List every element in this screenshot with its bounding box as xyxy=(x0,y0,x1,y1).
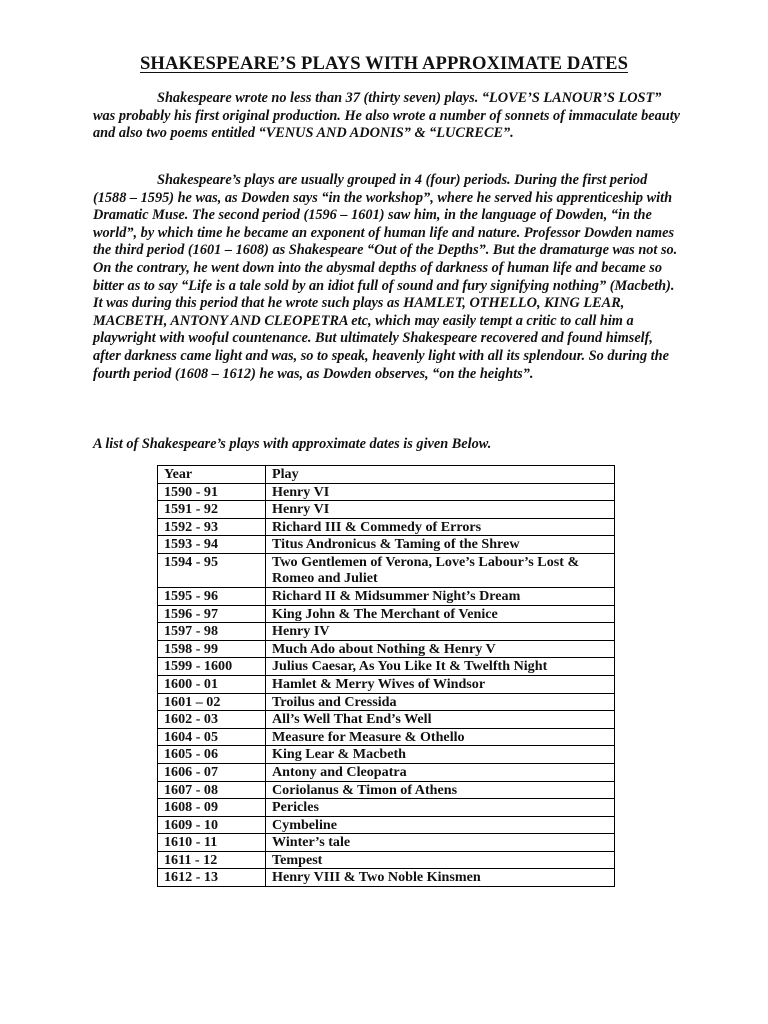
year-cell: 1594 - 95 xyxy=(158,553,266,587)
year-cell: 1601 – 02 xyxy=(158,693,266,711)
play-cell: All’s Well That End’s Well xyxy=(266,711,615,729)
play-cell: Winter’s tale xyxy=(266,834,615,852)
year-cell: 1597 - 98 xyxy=(158,623,266,641)
year-cell: 1593 - 94 xyxy=(158,536,266,554)
year-cell: 1596 - 97 xyxy=(158,605,266,623)
play-cell: Coriolanus & Timon of Athens xyxy=(266,781,615,799)
table-row xyxy=(158,816,615,834)
page-title: SHAKESPEARE’S PLAYS WITH APPROXIMATE DATES xyxy=(139,53,629,74)
play-cell: Henry VI xyxy=(266,483,615,501)
table-row xyxy=(158,781,615,799)
table-row xyxy=(158,799,615,817)
play-cell: Measure for Measure & Othello xyxy=(266,728,615,746)
play-cell: Henry IV xyxy=(266,623,615,641)
year-cell: 1606 - 07 xyxy=(158,763,266,781)
play-cell: Troilus and Cressida xyxy=(266,693,615,711)
play-cell: Tempest xyxy=(266,851,615,869)
periods-paragraph: Shakespeare’s plays are usually grouped in 4 (four) periods. During the first period (1588 – 1595) he was, as Dowden says “in the workshop”, where he served his apprenticeship with Dramatic Muse. The second period (1596 – 1601) saw him, in the language of Dowden, “in the world”, by which time he became an exponent of human life and nature. Professor Dowden names the third period (1601 – 1608) as Shakespeare “Out of the Depths”. But the dramaturge was not so. On the contrary, he went down into the abysmal depths of darkness of human life and became so bitter as to say “Life is a tale sold by an idiot full of sound and fury signifying nothing” (Macbeth). It was during this period that he wrote such plays as HAMLET, OTHELLO, KING LEAR, MACBETH, ANTONY AND CLEOPETRA etc, which may easily tempt a critic to call him a playwright with wooful countenance. But ultimately Shakespeare recovered and found himself, after darkness came light and was, so to speak, heavenly light with all its splendour. So during the fourth period (1608 – 1612) he was, as Dowden observes, “on the heights”. xyxy=(93,172,678,382)
play-cell: Pericles xyxy=(266,799,615,817)
table-row xyxy=(158,834,615,852)
play-cell: Henry VI xyxy=(266,501,615,519)
play-cell: Hamlet & Merry Wives of Windsor xyxy=(266,675,615,693)
table-row xyxy=(158,536,615,554)
table-row xyxy=(158,658,615,676)
table-row xyxy=(158,640,615,658)
table-row xyxy=(158,553,615,587)
year-cell: 1599 - 1600 xyxy=(158,658,266,676)
play-cell: Richard II & Midsummer Night’s Dream xyxy=(266,587,615,605)
table-row xyxy=(158,605,615,623)
table-row xyxy=(158,746,615,764)
table-row xyxy=(158,501,615,519)
plays-table-body xyxy=(158,466,615,887)
plays-table xyxy=(157,465,615,887)
year-cell: 1591 - 92 xyxy=(158,501,266,519)
table-row xyxy=(158,728,615,746)
year-cell: 1602 - 03 xyxy=(158,711,266,729)
table-row xyxy=(158,675,615,693)
year-cell: 1604 - 05 xyxy=(158,728,266,746)
play-cell: Two Gentlemen of Verona, Love’s Labour’s Lost & Romeo and Juliet xyxy=(266,553,615,587)
play-cell: King John & The Merchant of Venice xyxy=(266,605,615,623)
year-cell: 1611 - 12 xyxy=(158,851,266,869)
year-cell: 1609 - 10 xyxy=(158,816,266,834)
play-cell: Much Ado about Nothing & Henry V xyxy=(266,640,615,658)
play-cell: Richard III & Commedy of Errors xyxy=(266,518,615,536)
table-row xyxy=(158,587,615,605)
table-row xyxy=(158,869,615,887)
year-cell: 1600 - 01 xyxy=(158,675,266,693)
table-row xyxy=(158,851,615,869)
play-cell: Cymbeline xyxy=(266,816,615,834)
play-cell: Julius Caesar, As You Like It & Twelfth Night xyxy=(266,658,615,676)
play-cell: Henry VIII & Two Noble Kinsmen xyxy=(266,869,615,887)
play-cell: Antony and Cleopatra xyxy=(266,763,615,781)
year-cell: 1605 - 06 xyxy=(158,746,266,764)
list-intro-paragraph: A list of Shakespeare’s plays with approximate dates is given Below. xyxy=(93,436,492,452)
table-row xyxy=(158,483,615,501)
intro-paragraph: Shakespeare wrote no less than 37 (thirty seven) plays. “LOVE’S LANOUR’S LOST” was probably his first original production. He also wrote a number of sonnets of immaculate beauty and also two poems entitled “VENUS AND ADONIS” & “LUCRECE”. xyxy=(93,90,681,142)
year-cell: 1607 - 08 xyxy=(158,781,266,799)
table-row xyxy=(158,711,615,729)
play-cell: Titus Andronicus & Taming of the Shrew xyxy=(266,536,615,554)
year-cell: 1610 - 11 xyxy=(158,834,266,852)
table-row xyxy=(158,693,615,711)
year-cell: 1608 - 09 xyxy=(158,799,266,817)
play-cell: King Lear & Macbeth xyxy=(266,746,615,764)
year-column-header: Year xyxy=(158,466,266,484)
year-cell: 1592 - 93 xyxy=(158,518,266,536)
year-cell: 1595 - 96 xyxy=(158,587,266,605)
play-column-header: Play xyxy=(266,466,615,484)
table-row xyxy=(158,623,615,641)
table-row xyxy=(158,518,615,536)
table-header-row xyxy=(158,466,615,484)
table-row xyxy=(158,763,615,781)
year-cell: 1590 - 91 xyxy=(158,483,266,501)
year-cell: 1598 - 99 xyxy=(158,640,266,658)
year-cell: 1612 - 13 xyxy=(158,869,266,887)
